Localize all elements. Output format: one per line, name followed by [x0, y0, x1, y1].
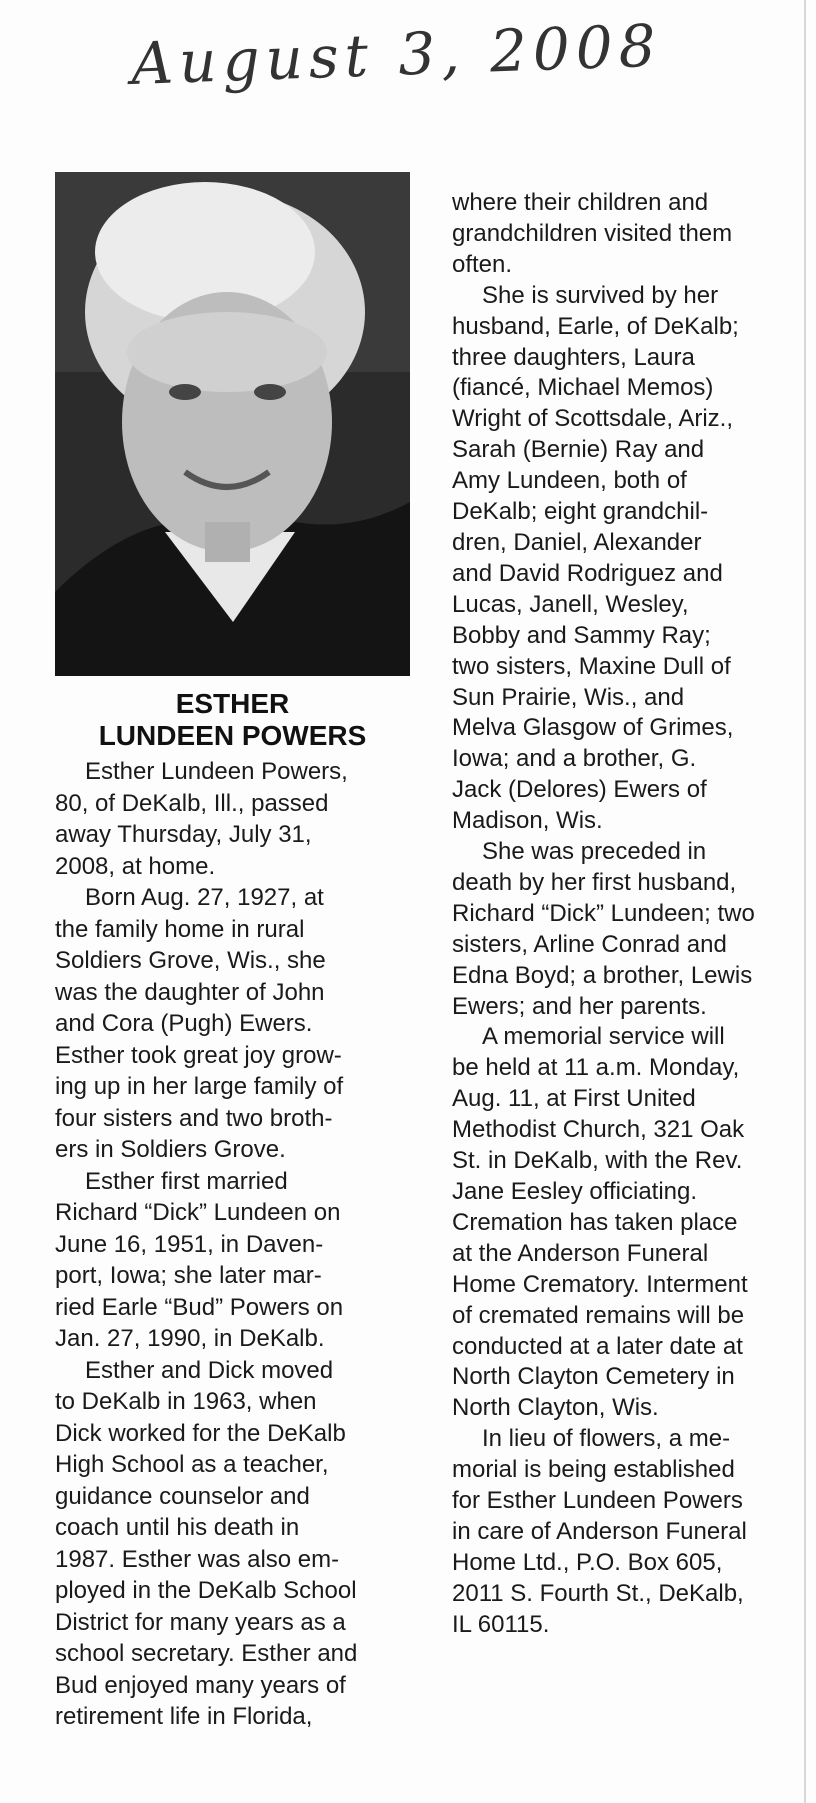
- text-line: ried Earle “Bud” Powers on: [55, 1293, 344, 1321]
- text-line: High School as a teacher,: [55, 1451, 329, 1478]
- left-column-text: [55, 756, 357, 1733]
- text-line: June 16, 1951, in Daven-: [55, 1230, 324, 1258]
- paragraph: [55, 1166, 357, 1355]
- paragraph: [55, 1355, 357, 1733]
- text-line: Richard “Dick” Lundeen on: [55, 1199, 341, 1226]
- text-line: port, Iowa; she later mar-: [55, 1262, 322, 1289]
- text-line: (fiancé, Michael Memos): [452, 374, 714, 402]
- text-line: four sisters and two broth-: [55, 1104, 333, 1132]
- text-line: Richard “Dick” Lundeen; two: [452, 899, 755, 927]
- text-line: Lucas, Janell, Wesley,: [452, 590, 689, 618]
- text-line: In lieu of flowers, a me-: [482, 1425, 731, 1453]
- paragraph: [452, 1022, 755, 1424]
- text-line: Edna Boyd; a brother, Lewis: [452, 961, 753, 989]
- text-line: Amy Lundeen, both of: [452, 467, 687, 495]
- text-line: Wright of Scottsdale, Ariz.,: [452, 405, 734, 433]
- text-line: 2008, at home.: [55, 852, 216, 880]
- text-line: conducted at a later date at: [452, 1332, 743, 1360]
- text-line: Soldiers Grove, Wis., she: [55, 947, 326, 974]
- text-line: Esther took great joy grow-: [55, 1041, 342, 1069]
- paragraph: [452, 837, 755, 1022]
- text-line: 80, of DeKalb, Ill., passed: [55, 789, 329, 817]
- text-line: Aug. 11, at First United: [452, 1085, 696, 1113]
- paragraph: [452, 188, 755, 281]
- text-line: Ewers; and her parents.: [452, 992, 707, 1020]
- text-line: dren, Daniel, Alexander: [452, 528, 702, 556]
- text-line: Jane Eesley officiating.: [452, 1178, 698, 1205]
- text-line: Cremation has taken place: [452, 1208, 738, 1236]
- text-line: of cremated remains will be: [452, 1301, 745, 1329]
- text-line: Jack (Delores) Ewers of: [452, 776, 707, 804]
- handwritten-date: August 3, 2008: [130, 11, 663, 98]
- text-line: Sarah (Bernie) Ray and: [452, 436, 705, 464]
- text-line: three daughters, Laura: [452, 343, 695, 371]
- text-line: ers in Soldiers Grove.: [55, 1136, 286, 1163]
- text-line: coach until his death in: [55, 1514, 300, 1541]
- text-line: ing up in her large family of: [55, 1073, 344, 1100]
- text-line: to DeKalb in 1963, when: [55, 1388, 317, 1415]
- text-line: away Thursday, July 31,: [55, 821, 312, 848]
- text-line: ployed in the DeKalb School: [55, 1577, 357, 1604]
- paragraph: [55, 882, 357, 1166]
- text-line: A memorial service will: [482, 1023, 725, 1051]
- text-line: Esther first married: [85, 1167, 288, 1195]
- text-line: She was preceded in: [482, 838, 707, 866]
- text-line: District for many years as a: [55, 1608, 346, 1636]
- text-line: Born Aug. 27, 1927, at: [85, 884, 324, 911]
- text-line: Bud enjoyed many years of: [55, 1671, 346, 1699]
- text-line: 2011 S. Fourth St., DeKalb,: [452, 1579, 744, 1607]
- text-line: 1987. Esther was also em-: [55, 1545, 340, 1573]
- title-line: ESTHER: [175, 688, 290, 719]
- text-line: in care of Anderson Funeral: [452, 1517, 747, 1545]
- text-line: grandchildren visited them: [452, 219, 733, 247]
- text-line: and Cora (Pugh) Ewers.: [55, 1010, 313, 1037]
- text-line: St. in DeKalb, with the Rev.: [452, 1147, 743, 1175]
- text-line: husband, Earle, of DeKalb;: [452, 312, 739, 340]
- portrait-photo: [55, 172, 410, 676]
- text-line: death by her first husband,: [452, 868, 737, 896]
- right-column-text: [452, 188, 755, 1641]
- text-line: North Clayton Cemetery in: [452, 1363, 735, 1391]
- text-line: She is survived by her: [482, 281, 719, 309]
- text-line: Sun Prairie, Wis., and: [452, 683, 685, 711]
- text-line: guidance counselor and: [55, 1482, 310, 1510]
- text-line: at the Anderson Funeral: [452, 1239, 709, 1267]
- text-line: Methodist Church, 321 Oak: [452, 1116, 745, 1144]
- text-line: Iowa; and a brother, G.: [452, 745, 697, 773]
- text-line: Esther and Dick moved: [85, 1356, 334, 1384]
- text-line: was the daughter of John: [55, 978, 325, 1006]
- text-line: the family home in rural: [55, 915, 305, 943]
- paragraph: [55, 756, 357, 882]
- text-line: often.: [452, 250, 513, 278]
- text-line: Madison, Wis.: [452, 807, 603, 835]
- text-line: and David Rodriguez and: [452, 559, 723, 587]
- text-line: Dick worked for the DeKalb: [55, 1419, 346, 1447]
- text-line: morial is being established: [452, 1456, 735, 1484]
- text-line: Jan. 27, 1990, in DeKalb.: [55, 1325, 325, 1352]
- text-line: Esther Lundeen Powers,: [85, 758, 348, 785]
- title-line: LUNDEEN POWERS: [98, 720, 367, 751]
- paragraph: [452, 1424, 755, 1640]
- paragraph: [452, 281, 755, 837]
- text-line: Home Crematory. Interment: [452, 1270, 748, 1298]
- text-line: DeKalb; eight grandchil-: [452, 498, 709, 526]
- text-line: for Esther Lundeen Powers: [452, 1487, 743, 1515]
- text-line: North Clayton, Wis.: [452, 1394, 659, 1422]
- text-line: two sisters, Maxine Dull of: [452, 652, 731, 680]
- clipping-edge: [804, 0, 806, 1803]
- text-line: retirement life in Florida,: [55, 1703, 313, 1730]
- obituary-title: [55, 688, 410, 752]
- text-line: be held at 11 a.m. Monday,: [452, 1054, 740, 1082]
- text-line: Melva Glasgow of Grimes,: [452, 714, 734, 742]
- text-line: sisters, Arline Conrad and: [452, 930, 727, 958]
- text-line: school secretary. Esther and: [55, 1640, 358, 1667]
- text-line: Bobby and Sammy Ray;: [452, 621, 711, 649]
- text-line: where their children and: [452, 189, 709, 216]
- text-line: IL 60115.: [452, 1610, 550, 1638]
- text-line: Home Ltd., P.O. Box 605,: [452, 1548, 723, 1576]
